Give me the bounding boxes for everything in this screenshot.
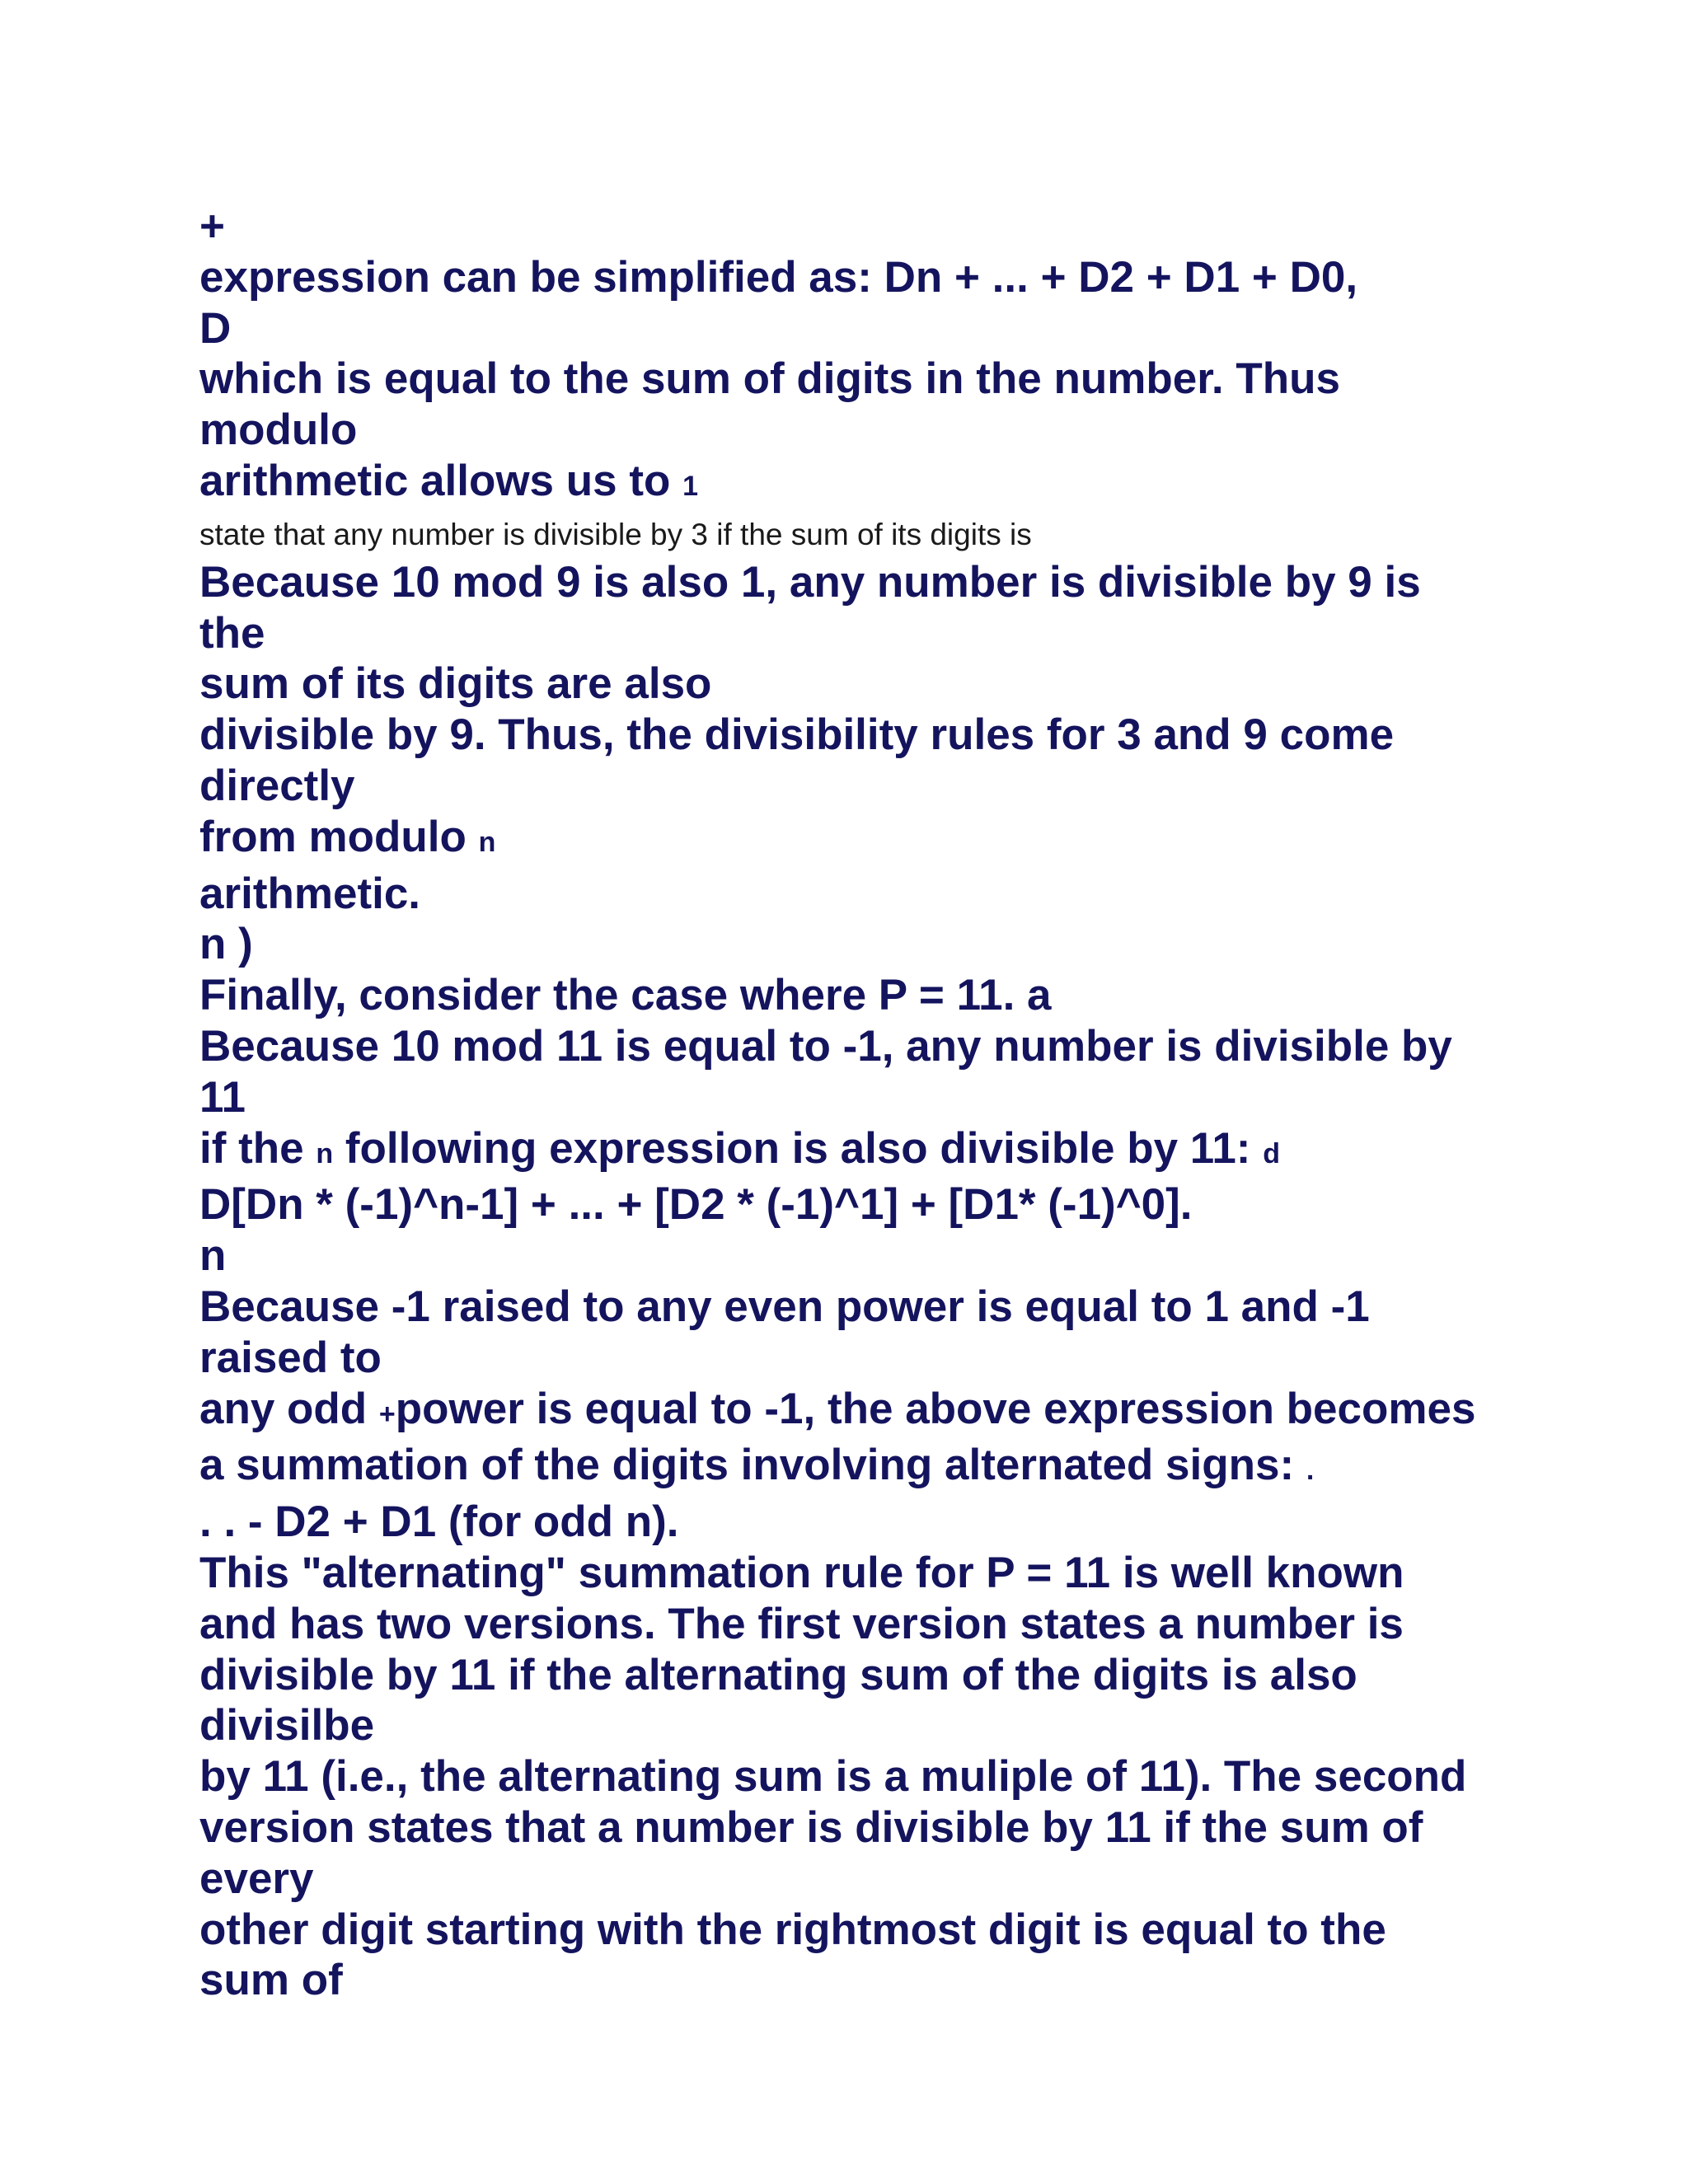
text-span: arithmetic allows us to [199, 456, 683, 505]
text-line: D [199, 303, 232, 353]
text-line: by 11 (i.e., the alternating sum is a muliple of 11). The second [199, 1752, 1467, 1802]
text-line [199, 1123, 1535, 1180]
text-line [199, 1440, 1535, 1497]
text-line: + [199, 202, 225, 251]
text-line: Because -1 raised to any even power is equal to 1 and -1 [199, 1282, 1370, 1331]
text-line: divisible by 11 if the alternating sum of the digits is also [199, 1650, 1357, 1699]
text-line: . . - D2 + D1 (for odd n). [199, 1497, 679, 1547]
stray-small-glyph: . [1306, 1455, 1315, 1487]
plain-text-line: state that any number is divisible by 3 if the sum of its digits is [199, 517, 1032, 551]
text-line: 11 [199, 1072, 246, 1122]
text-line: Because 10 mod 9 is also 1, any number is divisible by 9 is [199, 557, 1421, 607]
text-line: n ) [199, 920, 253, 969]
stray-small-glyph: n [478, 826, 496, 858]
text-line: modulo [199, 405, 358, 455]
stray-small-glyph: d [1263, 1137, 1280, 1169]
text-line: directly [199, 761, 355, 810]
stray-small-glyph: 1 [682, 470, 699, 502]
text-line: version states that a number is divisible by 11 if the sum of [199, 1802, 1423, 1852]
text-line: n [199, 1231, 227, 1281]
text-line: sum of its digits are also [199, 659, 712, 709]
text-line: divisilbe [199, 1701, 375, 1750]
text-line: and has two versions. The first version states a number is [199, 1599, 1404, 1648]
text-span: if the [199, 1123, 316, 1173]
text-line [199, 456, 1535, 513]
stray-small-glyph: n [316, 1137, 334, 1169]
text-line [199, 812, 1535, 869]
text-span: power is equal to -1, the above expression becomes [395, 1384, 1476, 1433]
text-line: the [199, 608, 265, 658]
stray-small-glyph: + [378, 1398, 396, 1430]
text-span: from modulo [199, 812, 479, 861]
text-span: any odd [199, 1384, 379, 1433]
text-span: a summation of the digits involving alternated signs: [199, 1441, 1306, 1490]
text-line: D[Dn * (-1)^n-1] + ... + [D2 * (-1)^1] + [D1* (-1)^0]. [199, 1180, 1193, 1230]
text-line: arithmetic. [199, 869, 421, 918]
text-line: raised to [199, 1333, 382, 1382]
text-line: Because 10 mod 11 is equal to -1, any number is divisible by [199, 1021, 1452, 1071]
body-text [199, 201, 1535, 2006]
text-line: sum of [199, 1956, 343, 2005]
text-line: which is equal to the sum of digits in the number. Thus [199, 354, 1340, 404]
text-line [199, 1384, 1535, 1441]
text-line: Finally, consider the case where P = 11. a [199, 971, 1052, 1020]
text-line: This "alternating" summation rule for P = 11 is well known [199, 1548, 1404, 1597]
text-line: every [199, 1854, 314, 1903]
text-line: divisible by 9. Thus, the divisibility rules for 3 and 9 come [199, 710, 1395, 760]
text-line: expression can be simplified as: Dn + ... + D2 + D1 + D0, [199, 252, 1358, 302]
text-line: other digit starting with the rightmost digit is equal to the [199, 1905, 1386, 1954]
text-span: following expression is also divisible by 11: [345, 1123, 1264, 1173]
